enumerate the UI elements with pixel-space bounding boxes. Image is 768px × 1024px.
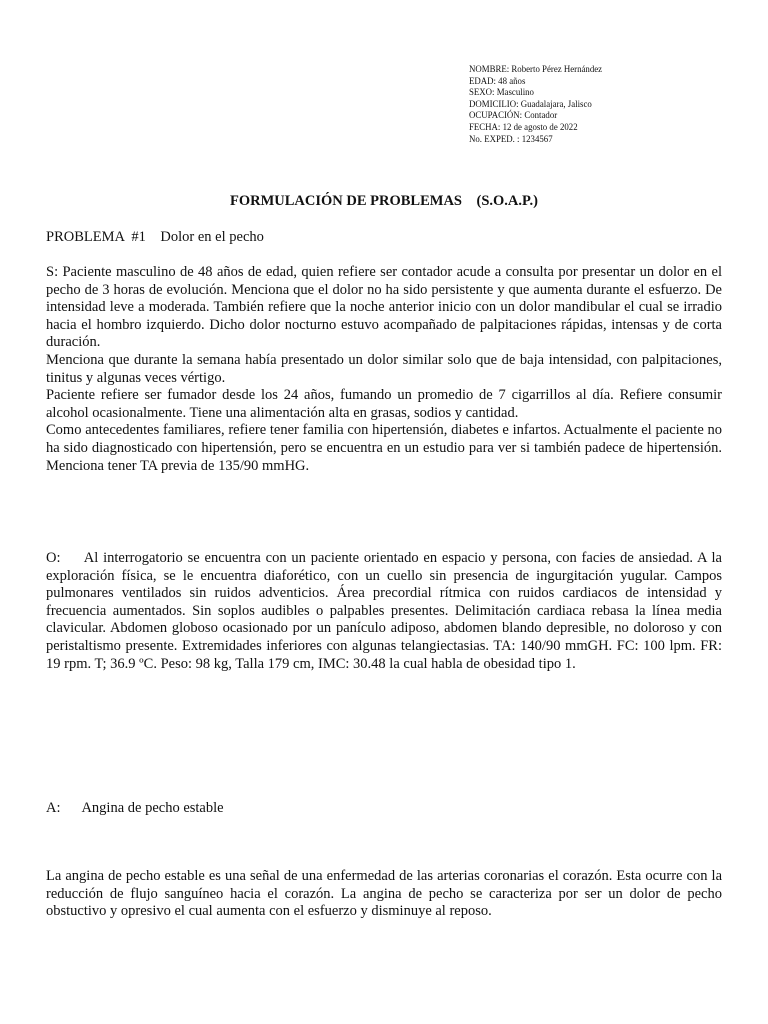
patient-age: EDAD: 48 años: [469, 75, 526, 87]
subjective-paragraph: Menciona que durante la semana había presentado un dolor similar solo que de baja intensidad, con palpitaciones, tinitus y algunas veces vértigo.: [46, 351, 722, 386]
patient-address: DOMICILIO: Guadalajara, Jalisco: [469, 98, 592, 110]
subjective-paragraph: Como antecedentes familiares, refiere tener familia con hipertensión, diabetes e infartos. Actualmente el paciente no ha sido diagnosticado con hipertensión, pero se encuentra en un estudio para ver si también padece de hipertensión. Menciona tener TA previa de 135/90 mmHG.: [46, 422, 722, 474]
subjective-paragraph: Paciente refiere ser fumador desde los 24 años, fumando un promedio de 7 cigarrillos al día. Refiere consumir alcohol ocasionalmente. Tiene una alimentación alta en grasas, sodios y cantidad.: [46, 387, 722, 421]
patient-name: NOMBRE: Roberto Pérez Hernández: [469, 64, 603, 75]
patient-occupation: OCUPACIÓN: Contador: [469, 110, 558, 122]
patient-info-block: [469, 64, 736, 145]
patient-sex: SEXO: Masculino: [469, 87, 534, 99]
assessment-line: A: Angina de pecho estable: [46, 800, 224, 816]
subjective-section: [46, 264, 722, 475]
record-date: FECHA: 12 de agosto de 2022: [469, 121, 578, 133]
definition-section: [46, 868, 722, 921]
document-title: FORMULACIÓN DE PROBLEMAS (S.O.A.P.): [229, 193, 538, 209]
subjective-paragraph: S: Paciente masculino de 48 años de edad, quien refiere ser contador acude a consulta por presentar un dolor en el pecho de 3 horas de evolución. Menciona que el dolor no ha sido persistente y que aumenta durante el esfuerzo. De intensidad leve a moderada. También refiere que la noche anterior inicio con un dolor mandibular el cual se irradio hacia el hombro izquierdo. Dicho dolor nocturno estuvo acompañado de palpitaciones rápidas, intensas y de corta duración.: [46, 264, 722, 351]
objective-section: [46, 550, 726, 673]
definition-paragraph: La angina de pecho estable es una señal de una enfermedad de las arterias coronarias el corazón. Esta ocurre con la reducción de flujo sanguíneo hacia el corazón. La angina de pecho se caracteriza por ser un dolor de pecho obstuctivo y opresivo el cual aumenta con el esfuerzo y disminuye al reposo.: [46, 868, 722, 920]
record-number: No. EXPED. : 1234567: [469, 133, 553, 145]
problem-heading: PROBLEMA #1 Dolor en el pecho: [46, 229, 264, 245]
objective-paragraph: O: Al interrogatorio se encuentra con un paciente orientado en espacio y persona, con facies de ansiedad. A la exploración física, se le encuentra diaforético, con un cuello sin presencia de ingurgitación yugular. Campos pulmonares ventilados sin ruidos adventicios. Área precordial rítmica con ruidos cardiacos de intensidad y frecuencia aumentados. Sin soplos audibles o palpables presentes. Delimitación cardiaca rebasa la línea media clavicular. Abdomen globoso ocasionado por un panículo adiposo, abdomen blando depresible, no doloroso y con peristaltismo presente. Extremidades inferiores con algunas telangiectasias. TA: 140/90 mmGH. FC: 100 lpm. FR: 19 rpm. T; 36.9 ºC. Peso: 98 kg, Talla 179 cm, IMC: 30.48 la cual habla de obesidad tipo 1.: [46, 550, 726, 672]
